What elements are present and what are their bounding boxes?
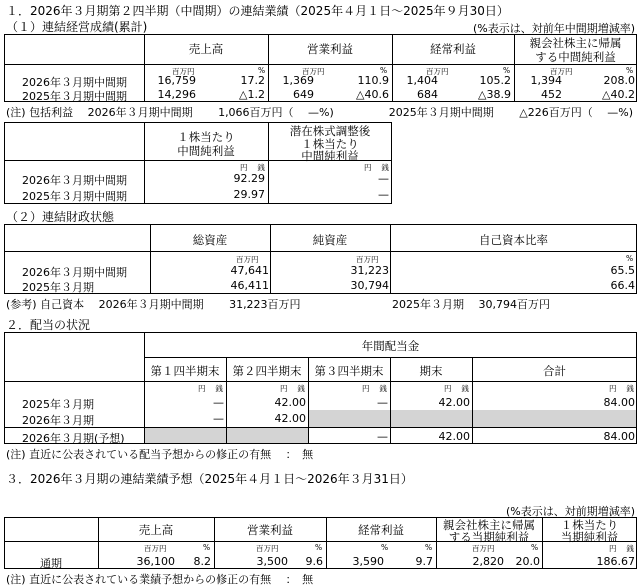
sales-pct: 8.2 bbox=[193, 555, 211, 568]
unit-pct: % bbox=[315, 543, 323, 552]
net-assets-value: 30,794 bbox=[350, 279, 389, 292]
diluted-value: — bbox=[378, 172, 389, 185]
unit-millions: 百万円 bbox=[472, 544, 495, 553]
q1-value: — bbox=[213, 396, 224, 409]
header-eps-a: １株当たり bbox=[560, 518, 619, 532]
row-label: 2026年３月期中間期 bbox=[22, 266, 127, 279]
header-operating-profit: 営業利益 bbox=[247, 523, 293, 537]
sales-pct: 17.2 bbox=[240, 74, 265, 87]
section-3-title: ３．2026年３月期の連結業績予想（2025年４月１日～2026年３月31日） bbox=[6, 472, 413, 486]
header-sales: 売上高 bbox=[138, 523, 174, 537]
unit-millions: 百万円 bbox=[302, 67, 325, 76]
q2-value: 42.00 bbox=[274, 412, 306, 425]
total-value: 84.00 bbox=[603, 396, 635, 409]
ord-pct: 9.7 bbox=[415, 555, 433, 568]
header-ordinary-profit: 経常利益 bbox=[358, 523, 404, 537]
row-label: 2026年３月期中間期 bbox=[22, 76, 127, 89]
header-annual-dividend: 年間配当金 bbox=[361, 339, 420, 353]
header-operating-profit: 営業利益 bbox=[307, 42, 353, 56]
net-assets-value: 31,223 bbox=[350, 264, 389, 277]
row-label: 2026年３月期中間期 bbox=[22, 174, 127, 187]
unit-pct: % bbox=[531, 543, 539, 552]
header-diluted-c: 中間純利益 bbox=[301, 149, 359, 163]
ord-pct: 105.2 bbox=[479, 74, 511, 87]
header-equity-ratio: 自己資本比率 bbox=[479, 233, 548, 247]
section-1-title: １．2026年３月期第２四半期（中間期）の連結業績（2025年４月１日～2025年９月30日） bbox=[6, 4, 509, 18]
pct-note: (%表示は、対前年中間期増減率) bbox=[472, 22, 635, 35]
ord-pct: △38.9 bbox=[478, 88, 511, 101]
eps-value: 92.29 bbox=[233, 172, 265, 185]
header-q3: 第３四半期末 bbox=[314, 364, 384, 378]
header-q2: 第２四半期末 bbox=[232, 364, 302, 378]
op-pct: △40.6 bbox=[356, 88, 389, 101]
equity-ratio-value: 65.5 bbox=[610, 264, 635, 277]
row-label: 通期 bbox=[40, 557, 62, 570]
unit-yen: 円 銭 bbox=[609, 544, 634, 553]
net-value: 452 bbox=[541, 88, 562, 101]
sales-value: 36,100 bbox=[136, 555, 175, 568]
forecast-pct-note: (%表示は、対前期増減率) bbox=[505, 505, 635, 518]
op-pct: 110.9 bbox=[357, 74, 389, 87]
ord-value: 1,404 bbox=[406, 74, 438, 87]
year-end-value: 42.00 bbox=[438, 396, 470, 409]
section-2-title: ２．配当の状況 bbox=[6, 318, 91, 332]
unit-pct: % bbox=[380, 66, 388, 75]
total-assets-value: 46,411 bbox=[230, 279, 269, 292]
net-pct: 208.0 bbox=[603, 74, 635, 87]
row-label: 2026年３月期(予想) bbox=[22, 432, 125, 445]
op-value: 1,369 bbox=[282, 74, 314, 87]
subsection-1-1-title: （１）連結経営成績(累計) bbox=[6, 20, 148, 34]
unit-yen: 円 銭 bbox=[280, 384, 305, 393]
header-q1: 第１四半期末 bbox=[150, 364, 220, 378]
header-total: 合計 bbox=[543, 364, 566, 378]
q3-value: — bbox=[377, 430, 388, 443]
unit-pct: % bbox=[626, 254, 634, 263]
unit-yen: 円 銭 bbox=[364, 163, 389, 172]
header-eps-b: 中間純利益 bbox=[177, 144, 235, 158]
net-pct: △40.2 bbox=[602, 88, 635, 101]
unit-yen: 円 銭 bbox=[609, 384, 634, 393]
op-pct: 9.6 bbox=[305, 555, 323, 568]
unit-pct: % bbox=[258, 66, 266, 75]
sales-value: 14,296 bbox=[157, 88, 196, 101]
header-net-income-a: 親会社株主に帰属 bbox=[443, 518, 535, 532]
header-year-end: 期末 bbox=[419, 364, 443, 378]
diluted-value: — bbox=[378, 188, 389, 201]
dividend-revision-note: (注) 直近に公表されている配当予想からの修正の有無 ： 無 bbox=[6, 448, 314, 461]
header-net-income-b: する中間純利益 bbox=[535, 50, 616, 64]
total-assets-value: 47,641 bbox=[230, 264, 269, 277]
unit-yen: 円 銭 bbox=[444, 384, 469, 393]
row-label: 2025年３月期中間期 bbox=[22, 190, 127, 203]
header-diluted-a: 潜在株式調整後 bbox=[289, 124, 371, 138]
unit-millions: 百万円 bbox=[426, 67, 449, 76]
header-eps-a: １株当たり bbox=[177, 130, 235, 144]
unit-millions: 百万円 bbox=[550, 67, 573, 76]
header-net-assets: 純資産 bbox=[312, 233, 348, 247]
header-diluted-b: １株当たり bbox=[301, 137, 359, 151]
unit-pct: % bbox=[381, 543, 389, 552]
unit-yen: 円 銭 bbox=[362, 384, 387, 393]
q1-value: — bbox=[213, 412, 224, 425]
equity-reference-note: (参考) 自己資本 2026年３月期中間期 31,223百万円 2025年３月期 30,794百万円 bbox=[6, 298, 551, 311]
sales-value: 16,759 bbox=[157, 74, 196, 87]
op-value: 3,500 bbox=[256, 555, 288, 568]
row-label: 2026年３月期 bbox=[22, 414, 94, 427]
subsection-1-2-title: （２）連結財政状態 bbox=[6, 210, 115, 224]
header-net-income-b: する当期純利益 bbox=[448, 530, 530, 544]
unit-pct: % bbox=[626, 66, 634, 75]
net-value: 1,394 bbox=[530, 74, 562, 87]
header-ordinary-profit: 経常利益 bbox=[430, 42, 476, 56]
unit-pct: % bbox=[503, 66, 511, 75]
ord-value: 3,590 bbox=[352, 555, 384, 568]
unit-pct: % bbox=[203, 543, 211, 552]
net-pct: 20.0 bbox=[515, 555, 540, 568]
unit-millions: 百万円 bbox=[172, 67, 195, 76]
unit-millions: 百万円 bbox=[256, 544, 279, 553]
unit-millions: 百万円 bbox=[144, 544, 167, 553]
header-eps-b: 当期純利益 bbox=[560, 530, 619, 544]
op-value: 649 bbox=[293, 88, 314, 101]
year-end-value: 42.00 bbox=[438, 430, 470, 443]
header-sales: 売上高 bbox=[188, 42, 224, 56]
q3-value: — bbox=[377, 396, 388, 409]
row-label: 2025年３月期 bbox=[22, 398, 94, 411]
unit-millions: 百万円 bbox=[356, 255, 379, 264]
unit-yen: 円 銭 bbox=[240, 163, 265, 172]
unit-yen: 円 銭 bbox=[198, 384, 223, 393]
unit-pct: % bbox=[425, 543, 433, 552]
comprehensive-income-note: (注) 包括利益 2026年３月期中間期 1,066百万円（ —%) 2025年３月期中間期 △226百万円（ —%) bbox=[6, 106, 633, 119]
q2-value: 42.00 bbox=[274, 396, 306, 409]
row-label: 2025年３月期 bbox=[22, 281, 94, 294]
eps-value: 186.67 bbox=[596, 555, 635, 568]
ord-value: 684 bbox=[417, 88, 438, 101]
header-net-income-a: 親会社株主に帰属 bbox=[529, 36, 622, 50]
forecast-revision-note: (注) 直近に公表されている業績予想からの修正の有無 ： 無 bbox=[6, 573, 314, 586]
net-value: 2,820 bbox=[472, 555, 504, 568]
equity-ratio-value: 66.4 bbox=[610, 279, 635, 292]
unit-millions: 百万円 bbox=[236, 255, 259, 264]
eps-value: 29.97 bbox=[233, 188, 265, 201]
sales-pct: △1.2 bbox=[239, 88, 265, 101]
row-label: 2025年３月期中間期 bbox=[22, 90, 127, 103]
header-total-assets: 総資産 bbox=[192, 233, 228, 247]
total-value: 84.00 bbox=[603, 430, 635, 443]
